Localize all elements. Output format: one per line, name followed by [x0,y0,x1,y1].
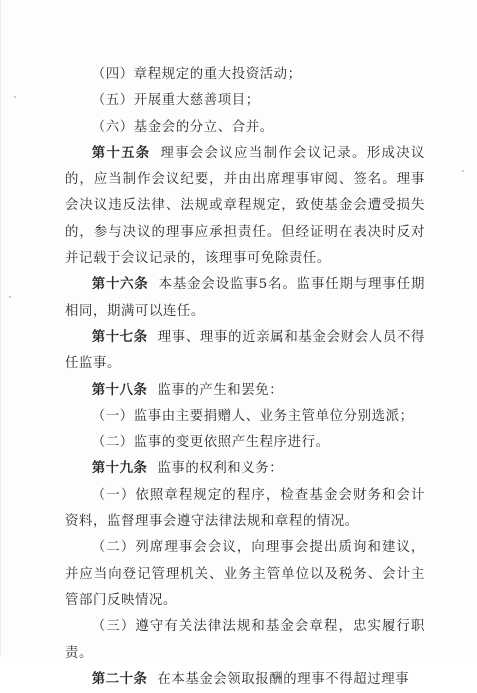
article-text: 监事的产生和罢免： [157,382,284,398]
article-text: 理事会会议应当制作会议记录。形成决议的，应当制作会议纪要，并由出席理事审阅、签名。理事会决议违反法律、法规或章程规定，致使基金会遭受损失的，参与决议的理事应承担责任。但经证明在表决时反对并记载于会议记录的，该理事可免除责任。 [65,145,425,267]
document-body [65,62,425,693]
paragraph-item-19-3 [65,614,425,667]
article-18 [65,378,425,404]
paragraph-item-6 [65,115,425,141]
paragraph-text: （二）监事的变更依照产生程序进行。 [91,435,330,451]
paragraph-item-4 [65,62,425,88]
article-heading: 第十九条 [91,461,148,477]
paragraph-item-18-2 [65,430,425,456]
scan-speck [462,170,464,172]
article-16 [65,272,425,325]
paragraph-text: （三）遵守有关法律法规和基金会章程，忠实履行职责。 [65,619,425,661]
scan-speck [14,96,16,98]
article-heading: 第十六条 [91,277,149,293]
paragraph-text: （四）章程规定的重大投资活动； [91,67,302,82]
paragraph-text: （一）监事由主要捐赠人、业务主管单位分别选派； [91,408,414,424]
scan-speck [9,296,11,298]
article-20 [65,667,425,693]
article-15 [65,141,425,272]
paragraph-item-5 [65,88,425,114]
article-heading: 第十七条 [91,329,148,345]
page-edge [0,0,1,657]
paragraph-text: （二）列席理事会会议，向理事会提出质询和建议，并应当向登记管理机关、业务主管单位以及税务、会计主管部门反映情况。 [65,540,425,608]
paragraph-item-18-1 [65,404,425,430]
article-17 [65,325,425,378]
article-heading: 第十五条 [91,145,151,161]
article-text: 本基金会设监事5名。监事任期与理事任期相同，期满可以连任。 [65,277,425,319]
article-heading: 第十八条 [91,382,148,398]
paragraph-text: （五）开展重大慈善项目； [91,93,260,109]
article-text: 监事的权利和义务： [157,461,284,477]
article-heading: 第二十条 [91,671,148,687]
article-19 [65,456,425,482]
article-text: 理事、理事的近亲属和基金会财会人员不得任监事。 [65,329,426,372]
article-text: 在本基金会领取报酬的理事不得超过理事 [157,671,410,687]
paragraph-item-19-2 [65,535,425,614]
paragraph-text: （六）基金会的分立、合并。 [91,119,274,135]
paragraph-text: （一）依照章程规定的程序，检查基金会财务和会计资料，监督理事会遵守法律法规和章程的情况。 [65,487,425,530]
paragraph-item-19-1 [65,483,425,536]
